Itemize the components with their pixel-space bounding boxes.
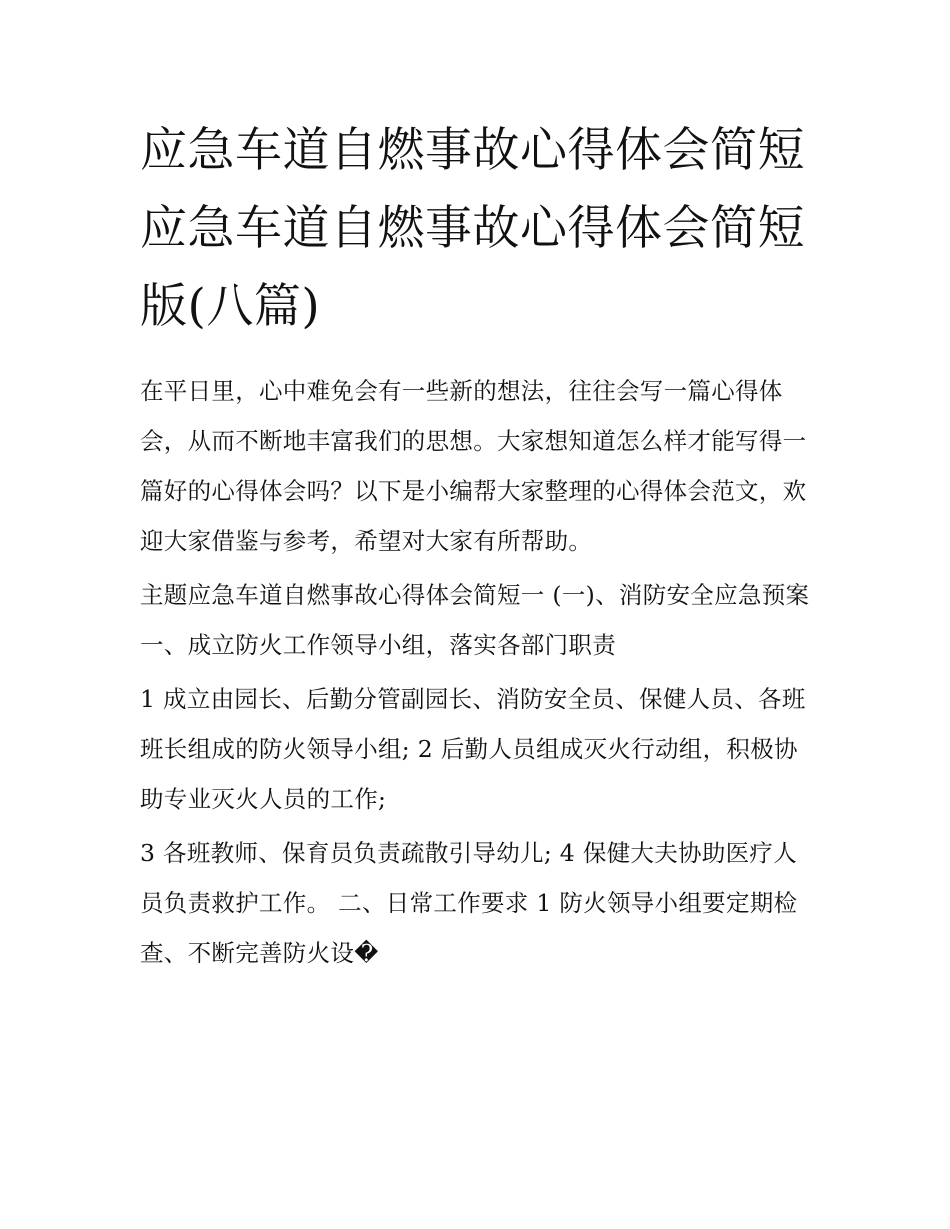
intro-paragraph: 在平日里，心中难免会有一些新的想法，往往会写一篇心得体会，从而不断地丰富我们的思想。大家想知道怎么样才能写得一篇好的心得体会吗？以下是小编帮大家整理的心得体会范文，欢迎大家借鉴与参考，希望对大家有所帮助。	[140, 377, 807, 555]
section-heading-paragraph: 主题应急车道自燃事故心得体会简短一 (一)、消防安全应急预案 一、成立防火工作领导小组，落实各部门职责	[140, 581, 810, 659]
document-title: 应急车道自燃事故心得体会简短 应急车道自燃事故心得体会简短版(八篇)	[140, 123, 805, 334]
document-body	[140, 112, 820, 982]
body-paragraph: 1 成立由园长、后勤分管副园长、消防安全员、保健人员、各班班长组成的防火领导小组; 2 后勤人员组成灭火行动组，积极协助专业灭火人员的工作;	[140, 685, 806, 813]
body-paragraph: 3 各班教师、保育员负责疏散引导幼儿; 4 保健大夫协助医疗人员负责救护工作。 二、日常工作要求 1 防火领导小组要定期检查、不断完善防火设�	[140, 839, 798, 967]
